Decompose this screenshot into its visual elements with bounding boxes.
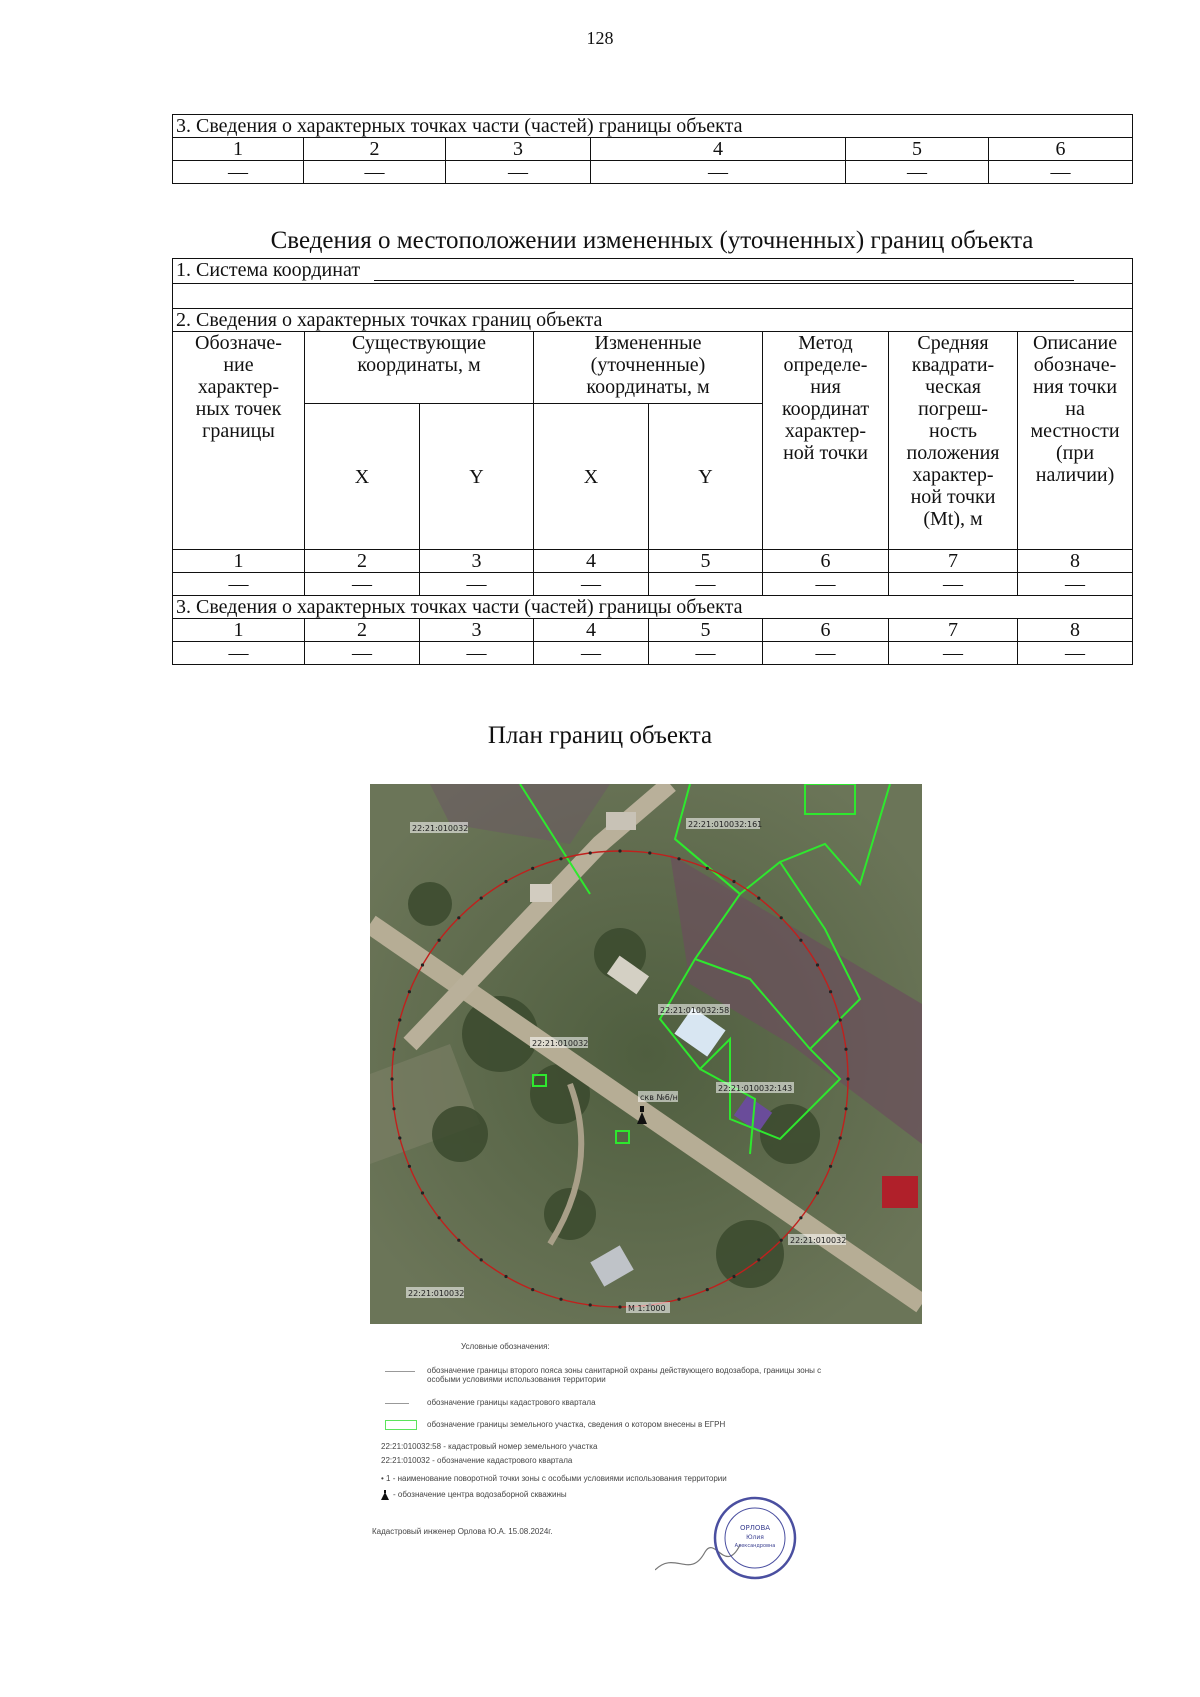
table-cell: — [763,642,889,665]
label-parcel-161: 22:21:010032:161 [688,820,763,829]
number-cell: 3 [420,550,534,573]
table-cell: — [889,573,1018,596]
zone-turning-point [398,1136,401,1139]
zone-turning-point [531,1288,534,1291]
table-cell: — [1018,642,1133,665]
zone-turning-point [844,1048,847,1051]
plan-title: План границ объекта [487,722,713,749]
number-cell: 2 [305,550,420,573]
col-method: Метод определе- ния координат характер- ной точки [763,332,889,550]
table-part-points-1 [172,114,1133,184]
seal-line2: Юлия [746,1534,764,1541]
table-cell: — [649,642,763,665]
coord-system-value [173,284,1133,309]
zone-turning-point [392,1107,395,1110]
number-cell: 8 [1018,550,1133,573]
zone-turning-point [559,857,562,860]
zone-turning-point [732,880,735,883]
zone-turning-point [816,1191,819,1194]
col-description: Описание обозначе- ния точки на местности (при наличии) [1018,332,1133,550]
seal-line3: Александровна [734,1543,776,1549]
table-cell: — [1018,573,1133,596]
zone-turning-point [757,1258,760,1261]
table-cell: — [305,642,420,665]
table-caption: 3. Сведения о характерных точках части (частей) границы объекта [173,115,1133,138]
parcel-box-symbol [385,1420,417,1430]
zone-turning-point [559,1298,562,1301]
zone-turning-point [618,849,621,852]
zone-turning-point [816,963,819,966]
col-existing: Существующие координаты, м [305,332,534,404]
zone-turning-point [390,1077,393,1080]
zone-turning-point [457,916,460,919]
zone-turning-point [421,1191,424,1194]
zone-turning-point [398,1018,401,1021]
header-cell: 6 [989,138,1133,161]
legend-point-name-text: • 1 - наименование поворотной точки зоны с особыми условиями использования территории [381,1474,727,1483]
zone-turning-point [457,1239,460,1242]
table-cell: — [420,642,534,665]
col-x-changed: X [534,404,649,550]
col-changed: Измененные (уточненные) координаты, м [534,332,763,404]
zone-turning-point [846,1077,849,1080]
number-cell: 7 [889,550,1018,573]
section-heading: Сведения о местоположении измененных (уточненных) границ объекта [270,227,1034,254]
table-cell: — [173,161,304,184]
page-number: 128 [586,28,614,48]
label-quarter-center: 22:21:010032 [532,1039,589,1048]
seal-name: ОРЛОВА [739,1524,771,1532]
zone-turning-point [839,1018,842,1021]
table-cell: — [534,573,649,596]
header-cell: 5 [846,138,989,161]
coord-system-row [173,259,1133,284]
number-cell: 1 [173,619,305,642]
label-quarter-bottom-left: 22:21:010032 [408,1289,465,1298]
header-cell: 2 [304,138,446,161]
zone-turning-point [677,1298,680,1301]
zone-turning-point [408,1165,411,1168]
table-cell: — [534,642,649,665]
table-cell: — [305,573,420,596]
boundary-plan-map [370,784,922,1324]
table-cell: — [173,573,305,596]
header-cell: 4 [591,138,846,161]
zone-turning-point [504,880,507,883]
legend-title: Условные обозначения: [461,1342,550,1351]
map-canvas [370,784,922,1324]
zone-turning-point [839,1136,842,1139]
table-cell: — [173,642,305,665]
legend-parcel-number-text: 22:21:010032:58 - кадастровый номер земельного участка [381,1442,598,1451]
zone-turning-point [677,857,680,860]
number-cell: 1 [173,550,305,573]
label-parcel-143: 22:21:010032:143 [718,1084,793,1093]
zone-turning-point [408,990,411,993]
zone-turning-point [757,897,760,900]
table-cell: — [763,573,889,596]
zone-turning-point [589,1303,592,1306]
points-caption: 2. Сведения о характерных точках границ объекта [173,309,1133,332]
coord-system-label: 1. Система координат [176,259,361,281]
zone-turning-point [648,851,651,854]
number-cell: 6 [763,550,889,573]
zone-turning-point [732,1275,735,1278]
zone-turning-point [421,963,424,966]
number-cell: 4 [534,619,649,642]
part-caption: 3. Сведения о характерных точках части (частей) границы объекта [173,596,1133,619]
col-y-changed: Y [649,404,763,550]
zone-turning-point [531,867,534,870]
zone-turning-point [780,916,783,919]
table-boundary-points [172,258,1133,665]
quarter-line-symbol [385,1403,409,1404]
zone-turning-point [480,1258,483,1261]
zone-turning-point [799,1216,802,1219]
legend-parcel-box-text: обозначение границы земельного участка, сведения о котором внесены в ЕГРН [427,1420,726,1429]
number-cell: 6 [763,619,889,642]
seal-and-signature [655,1490,805,1590]
table-cell: — [846,161,989,184]
zone-turning-point [829,990,832,993]
header-cell: 1 [173,138,304,161]
table-cell: — [420,573,534,596]
legend-quarter-line-text: обозначение границы кадастрового квартала [427,1398,596,1407]
table-cell: — [889,642,1018,665]
zone-turning-point [618,1305,621,1308]
col-y-existing: Y [420,404,534,550]
coord-system-blank [374,262,1074,281]
engineer-signature-line: Кадастровый инженер Орлова Ю.А. 15.08.2024г. [372,1527,553,1536]
label-well: скв №6/н [640,1093,678,1102]
zone-turning-point [438,939,441,942]
zone-line-symbol [385,1371,415,1372]
number-cell: 4 [534,550,649,573]
zone-turning-point [844,1107,847,1110]
table-cell: — [649,573,763,596]
number-cell: 8 [1018,619,1133,642]
label-quarter-bottom-right: 22:21:010032 [790,1236,847,1245]
zone-turning-point [392,1048,395,1051]
label-parcel-58: 22:21:010032:58 [660,1006,730,1015]
number-cell: 2 [305,619,420,642]
legend-well-center-text: - обозначение центра водозаборной скважины [393,1490,567,1499]
table-cell: — [304,161,446,184]
legend-quarter-number-text: 22:21:010032 - обозначение кадастрового квартала [381,1456,573,1465]
zone-turning-point [480,897,483,900]
well-center-icon [381,1490,389,1502]
legend-zone-line [385,1366,845,1390]
zone-turning-point [780,1239,783,1242]
legend-zone-line-text: обозначение границы второго пояса зоны санитарной охраны действующего водозабора, границы зоны с особыми условиями использования территории [427,1366,822,1384]
number-cell: 5 [649,619,763,642]
zone-turning-point [589,851,592,854]
zone-turning-point [504,1275,507,1278]
col-x-existing: X [305,404,420,550]
zone-turning-point [706,1288,709,1291]
table-cell: — [989,161,1133,184]
label-quarter-top-left: 22:21:010032 [412,824,469,833]
table-cell: — [591,161,846,184]
number-cell: 7 [889,619,1018,642]
zone-turning-point [438,1216,441,1219]
number-cell: 5 [649,550,763,573]
zone-turning-point [799,939,802,942]
table-cell: — [446,161,591,184]
label-scale: М 1:1000 [628,1304,666,1313]
zone-turning-point [829,1165,832,1168]
header-cell: 3 [446,138,591,161]
zone-turning-point [706,867,709,870]
number-cell: 3 [420,619,534,642]
col-error: Средняя квадрати- ческая погреш- ность положения характер- ной точки (Mt), м [889,332,1018,550]
col-designation: Обозначе- ние характер- ных точек границы [173,332,305,550]
